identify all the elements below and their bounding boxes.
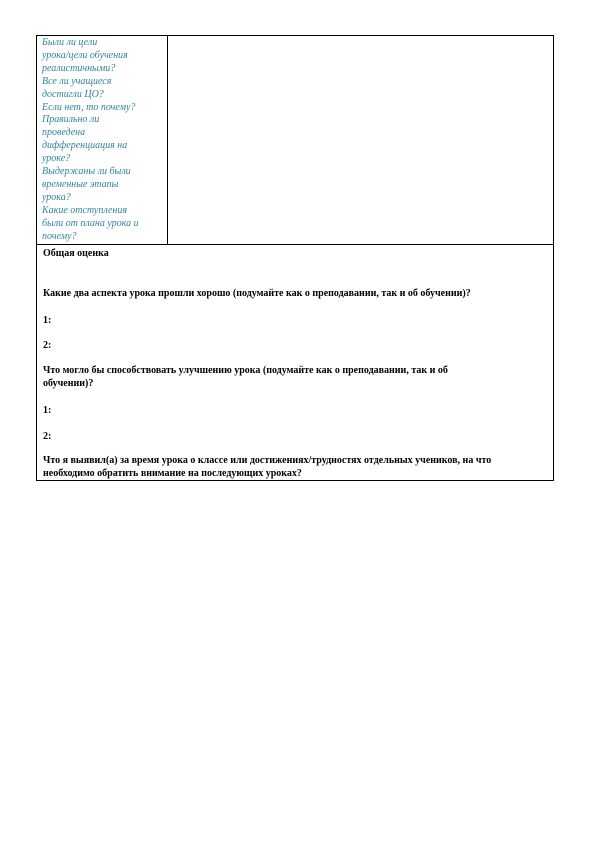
overall-row [37, 244, 554, 480]
reflection-answer-cell[interactable] [168, 36, 554, 245]
lesson-reflection-table [36, 35, 554, 481]
reflection-question-line: достигли ЦО? [42, 88, 104, 100]
reflection-question-line: Выдержаны ли были [42, 166, 131, 178]
overall-assessment-cell[interactable] [37, 244, 554, 480]
answer-number-2: 2: [43, 339, 52, 351]
reflection-question-line: Если нет, то почему? [42, 101, 136, 113]
reflection-question-line: были от плана урока и [42, 217, 139, 229]
reflection-question-line: Все ли учащиеся [42, 75, 112, 87]
reflection-question-line: дифференциация на [42, 140, 128, 152]
reflection-question-line: проведена [42, 127, 86, 139]
reflection-question-line: уроке? [42, 153, 71, 165]
overall-heading: Общая оценка [43, 247, 109, 259]
question-improvements-cont: обучении)? [43, 377, 94, 389]
reflection-question-line: почему? [42, 230, 77, 242]
reflection-question-line: Правильно ли [42, 114, 100, 126]
reflection-question-line: Были ли цели [42, 37, 98, 48]
reflection-question-line: Какие отступления [42, 204, 127, 216]
answer-number-1: 1: [43, 404, 52, 416]
reflection-questions-cell [37, 36, 168, 245]
answer-number-1: 1: [43, 314, 52, 326]
answer-number-2: 2: [43, 430, 52, 442]
question-improvements: Что могло бы способствовать улучшению урока (подумайте как о преподавании, так и об [43, 364, 448, 376]
reflection-row [37, 36, 554, 245]
reflection-question-line: урока/цели обучения [42, 49, 128, 61]
reflection-questions-list [37, 36, 167, 244]
question-findings: Что я выявил(а) за время урока о классе или достижениях/трудностях отдельных учеников, на что [43, 454, 492, 466]
question-good-aspects: Какие два аспекта урока прошли хорошо (подумайте как о преподавании, так и об обучении)? [43, 287, 471, 299]
reflection-question-line: временные этапы [42, 178, 119, 190]
question-findings-cont: необходимо обратить внимание на последующих уроках? [43, 467, 302, 479]
reflection-question-line: урока? [42, 191, 71, 203]
reflection-question-line: реалистичными? [42, 62, 116, 74]
